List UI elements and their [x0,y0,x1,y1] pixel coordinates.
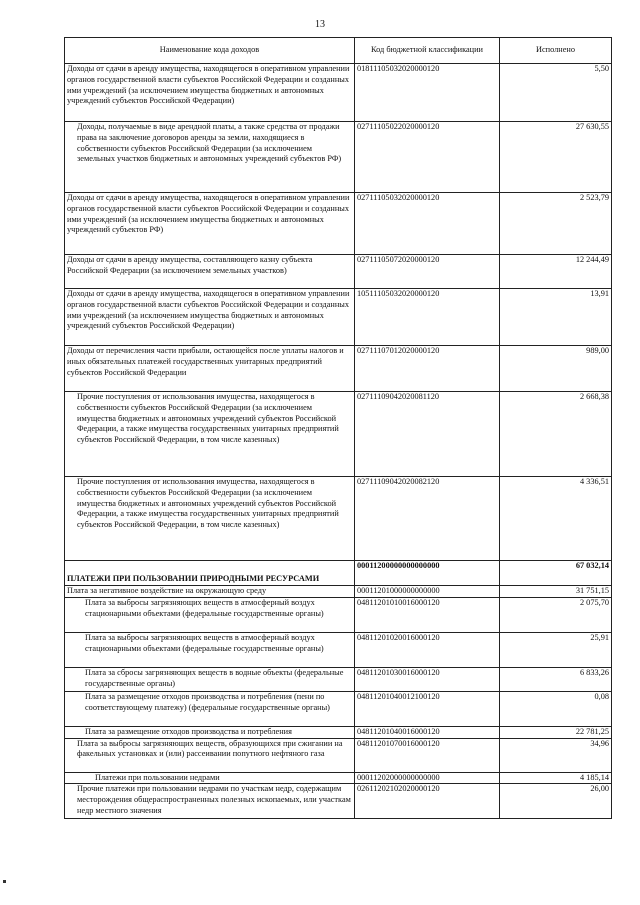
row-amount: 12 244,49 [500,255,612,289]
row-amount: 34,96 [500,738,612,772]
table-row [65,738,612,772]
row-amount: 13,91 [500,289,612,346]
row-code: 04811201030016000120 [355,667,500,691]
row-name: Плата за выбросы загрязняющих веществ, образующихся при сжигании на факельных установках и (или) рассеивании попутного нефтяного газа [65,738,355,772]
revenue-table [64,37,612,819]
table-row [65,122,612,193]
row-code: 02611202102020000120 [355,784,500,819]
row-code: 04811201040012100120 [355,691,500,726]
table-header-row [65,38,612,64]
row-name: Доходы от сдачи в аренду имущества, составляющего казну субъекта Российской Федерации (за исключением земельных участков) [65,255,355,289]
table-row [65,64,612,122]
row-name: Доходы от сдачи в аренду имущества, находящегося в оперативном управлении органов государственной власти субъектов Российской Федерации и созданных ими учреждений (за исключением имущества бюджетных и автономных учреждений субъектов РФ) [65,193,355,255]
row-amount: 4 185,14 [500,772,612,784]
table-row [65,667,612,691]
row-name: Плата за выбросы загрязняющих веществ в атмосферный воздух стационарными объектами (федеральные государственные органы) [65,632,355,667]
row-code: 02711105032020000120 [355,193,500,255]
scan-mark [3,880,6,883]
row-amount: 67 032,14 [500,561,612,586]
row-name: Доходы от сдачи в аренду имущества, находящегося в оперативном управлении органов государственной власти субъектов Российской Федерации и созданных ими учреждений (за исключением имущества бюджетных и автономных учреждений субъектов Российской Федерации) [65,289,355,346]
row-code: 04811201040016000120 [355,726,500,738]
table-row [65,346,612,392]
table-row [65,561,612,586]
row-code: 04811201020016000120 [355,632,500,667]
row-amount: 5,50 [500,64,612,122]
table-row [65,289,612,346]
row-code: 02711107012020000120 [355,346,500,392]
row-code: 10511105032020000120 [355,289,500,346]
row-amount: 4 336,51 [500,477,612,561]
table-row [65,586,612,598]
row-amount: 2 668,38 [500,392,612,477]
row-amount: 0,08 [500,691,612,726]
table-row [65,772,612,784]
row-name: Доходы от перечисления части прибыли, остающейся после уплаты налогов и иных обязательных платежей государственных унитарных предприятий субъектов Российской Федерации [65,346,355,392]
row-code: 00011201000000000000 [355,586,500,598]
row-code: 02711105022020000120 [355,122,500,193]
row-name: Доходы, получаемые в виде арендной платы, а также средства от продажи права на заключение договоров аренды за земли, находящиеся в собственности субъектов Российской Федерации (за исключением земельных участков бюджетных и автономных учреждений субъектов РФ) [65,122,355,193]
table-body [65,64,612,819]
row-code: 04811201010016000120 [355,597,500,632]
row-name: Плата за выбросы загрязняющих веществ в атмосферный воздух стационарными объектами (федеральные государственные органы) [65,597,355,632]
table-row [65,726,612,738]
table-row [65,193,612,255]
header-amount: Исполнено [500,38,612,64]
row-name: Платежи при пользовании недрами [65,772,355,784]
table-row [65,691,612,726]
header-code: Код бюджетной классификации [355,38,500,64]
table-row [65,632,612,667]
table-row [65,392,612,477]
row-name: Прочие платежи при пользовании недрами по участкам недр, содержащим месторождения общераспространенных полезных ископаемых, или участкам недр местного значения [65,784,355,819]
row-code: 04811201070016000120 [355,738,500,772]
row-name: Плата за размещение отходов производства и потребления [65,726,355,738]
row-amount: 31 751,15 [500,586,612,598]
table-row [65,255,612,289]
row-code: 00011200000000000000 [355,561,500,586]
row-name: Плата за размещение отходов производства и потребления (пени по соответствующему платежу) (федеральные государственные органы) [65,691,355,726]
table-row [65,784,612,819]
row-amount: 6 833,26 [500,667,612,691]
row-amount: 26,00 [500,784,612,819]
row-name: Плата за сбросы загрязняющих веществ в водные объекты (федеральные государственные органы) [65,667,355,691]
row-code: 01811105032020000120 [355,64,500,122]
row-amount: 27 630,55 [500,122,612,193]
row-code: 00011202000000000000 [355,772,500,784]
row-name: Прочие поступления от использования имущества, находящегося в собственности субъектов Российской Федерации (за исключением имущества бюджетных и автономных учреждений субъектов Российской Федерации, а также имущества государственных унитарных предприятий субъектов Российской Федерации, в том числе казенных) [65,392,355,477]
row-amount: 2 523,79 [500,193,612,255]
row-amount: 989,00 [500,346,612,392]
page-number: 13 [315,19,325,30]
table-row [65,597,612,632]
header-name: Наименование кода доходов [65,38,355,64]
row-amount: 2 075,70 [500,597,612,632]
row-name: Прочие поступления от использования имущества, находящегося в собственности субъектов Российской Федерации (за исключением имущества бюджетных и автономных учреждений субъектов Российской Федерации, а также имущества государственных унитарных предприятий субъектов Российской Федерации, в том числе казенных) [65,477,355,561]
row-code: 02711109042020081120 [355,392,500,477]
row-code: 02711105072020000120 [355,255,500,289]
row-amount: 25,91 [500,632,612,667]
row-name: ПЛАТЕЖИ ПРИ ПОЛЬЗОВАНИИ ПРИРОДНЫМИ РЕСУРСАМИ [65,561,355,586]
row-name: Доходы от сдачи в аренду имущества, находящегося в оперативном управлении органов государственной власти субъектов Российской Федерации и созданных ими учреждений (за исключением имущества бюджетных и автономных учреждений субъектов Российской Федерации) [65,64,355,122]
row-code: 02711109042020082120 [355,477,500,561]
row-name: Плата за негативное воздействие на окружающую среду [65,586,355,598]
row-amount: 22 781,25 [500,726,612,738]
table-row [65,477,612,561]
